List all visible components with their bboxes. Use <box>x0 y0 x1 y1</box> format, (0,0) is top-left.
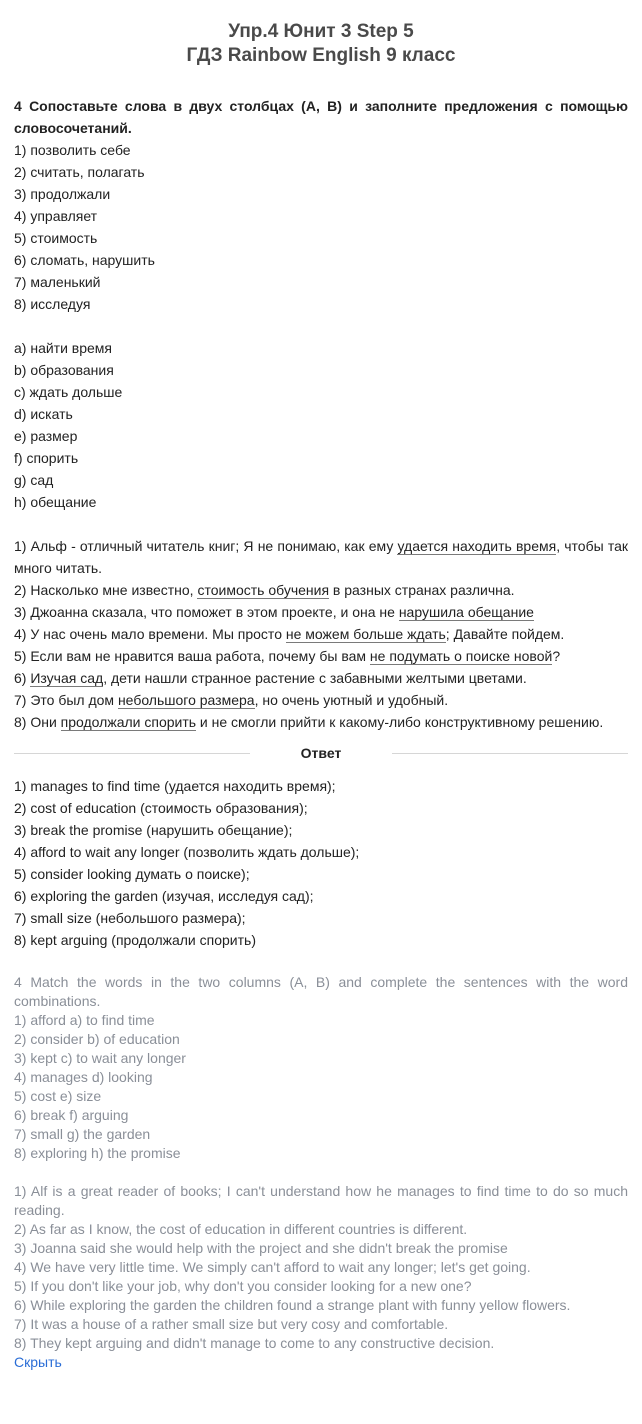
sentence <box>14 579 628 601</box>
answer-heading: Ответ <box>300 745 342 761</box>
sentence <box>14 601 628 623</box>
answer-item: 6) exploring the garden (изучая, исследуя сад); <box>14 888 314 904</box>
column-b-list <box>14 337 628 513</box>
english-pair: 8) exploring h) the promise <box>14 1145 181 1161</box>
column-b-item: c) ждать дольше <box>14 384 123 400</box>
column-b-item: b) образования <box>14 362 114 378</box>
english-sentence: 6) While exploring the garden the children found a strange plant with funny yellow flowers. <box>14 1297 571 1313</box>
answer-item: 2) cost of education (стоимость образования); <box>14 800 308 816</box>
column-a-item: 7) маленький <box>14 274 101 290</box>
answer-item: 7) small size (небольшого размера); <box>14 910 246 926</box>
sentence-text: ? <box>552 648 561 664</box>
answer-item: 1) manages to find time (удается находить время); <box>14 778 336 794</box>
english-sentence: 4) We have very little time. We simply can't afford to wait any longer; let's get going. <box>14 1259 531 1275</box>
underlined-phrase: небольшого размера <box>117 692 255 708</box>
underlined-phrase: удается находить время <box>397 538 557 554</box>
column-a-item: 5) стоимость <box>14 230 98 246</box>
english-sentence: 3) Joanna said she would help with the project and she didn't break the promise <box>14 1240 508 1256</box>
answer-item: 5) consider looking думать о поиске); <box>14 866 250 882</box>
column-a-list <box>14 139 628 315</box>
english-pair: 7) small g) the garden <box>14 1126 151 1142</box>
underlined-phrase: не можем больше ждать <box>285 626 446 642</box>
sentence-text: 1) Альф - отличный читатель книг; Я не понимаю, как ему <box>14 538 398 554</box>
english-sentence: 8) They kept arguing and didn't manage to come to any constructive decision. <box>14 1335 495 1351</box>
sentence-text: и не смогли прийти к какому-либо конструктивному решению. <box>196 714 604 730</box>
column-b-item: a) найти время <box>14 340 113 356</box>
english-pair: 6) break f) arguing <box>14 1107 129 1123</box>
task-instruction: 4 Сопоставьте слова в двух столбцах (A, B) и заполните предложения с помощью словосочетаний. <box>14 98 628 136</box>
column-b-item: h) обещание <box>14 494 97 510</box>
sentence-text: 7) Это был дом <box>14 692 118 708</box>
sentence <box>14 645 628 667</box>
underlined-phrase: не подумать о поиске новой <box>369 648 553 664</box>
underlined-phrase: нарушила обещание <box>398 604 534 620</box>
sentence-text: , но очень уютный и удобный. <box>254 692 449 708</box>
column-a-item: 1) позволить себе <box>14 142 131 158</box>
answer-item: 3) break the promise (нарушить обещание); <box>14 822 293 838</box>
english-pair: 1) afford a) to find time <box>14 1012 155 1028</box>
english-task: 4 Match the words in the two columns (A, B) and complete the sentences with the word combinations. <box>14 974 628 1009</box>
answer-item: 4) afford to wait any longer (позволить ждать дольше); <box>14 844 360 860</box>
english-pair: 2) consider b) of education <box>14 1031 180 1047</box>
column-b-item: d) искать <box>14 406 73 422</box>
sentence-text: 3) Джоанна сказала, что поможет в этом проекте, и она не <box>14 604 399 620</box>
column-b-item: e) размер <box>14 428 78 444</box>
sentence-text: 4) У нас очень мало времени. Мы просто <box>14 626 286 642</box>
underlined-phrase: стоимость обучения <box>197 582 330 598</box>
underlined-phrase: Изучая сад <box>30 670 104 686</box>
sentence-text: 8) Они <box>14 714 61 730</box>
english-pair: 5) cost e) size <box>14 1088 102 1104</box>
answer-divider <box>14 742 628 764</box>
english-pair: 3) kept c) to wait any longer <box>14 1050 186 1066</box>
sentence-text: , чтобы так много читать. <box>14 538 628 576</box>
sentence-text: , дети нашли странное растение с забавными желтыми цветами. <box>103 670 527 686</box>
answer-list <box>14 775 628 951</box>
answer-item: 8) kept arguing (продолжали спорить) <box>14 932 256 948</box>
sentence-list <box>14 535 628 733</box>
hide-link[interactable]: Скрыть <box>14 1354 62 1370</box>
sentence <box>14 689 628 711</box>
sentence <box>14 623 628 645</box>
column-a-item: 3) продолжали <box>14 186 111 202</box>
english-sentence: 7) It was a house of a rather small size but very cosy and comfortable. <box>14 1316 449 1332</box>
english-translation <box>14 973 628 1353</box>
sentence-text: в разных странах различна. <box>329 582 515 598</box>
sentence-text: ; Давайте пойдем. <box>445 626 565 642</box>
sentence <box>14 667 628 689</box>
column-a-item: 4) управляет <box>14 208 98 224</box>
column-a-item: 6) сломать, нарушить <box>14 252 155 268</box>
column-b-item: g) сад <box>14 472 54 488</box>
sentence-text: 5) Если вам не нравится ваша работа, почему бы вам <box>14 648 370 664</box>
column-a-item: 8) исследуя <box>14 296 91 312</box>
sentence-text: 2) Насколько мне известно, <box>14 582 198 598</box>
underlined-phrase: продолжали спорить <box>60 714 197 730</box>
english-sentence: 1) Alf is a great reader of books; I can't understand how he manages to find time to do so much reading. <box>14 1183 628 1218</box>
column-b-item: f) спорить <box>14 450 79 466</box>
page-title-line2: ГДЗ Rainbow English 9 класс <box>186 45 456 66</box>
english-pair: 4) manages d) looking <box>14 1069 153 1085</box>
page-title <box>14 20 628 68</box>
column-a-item: 2) считать, полагать <box>14 164 145 180</box>
page-title-line1: Упр.4 Юнит 3 Step 5 <box>228 21 414 42</box>
english-sentence: 2) As far as I know, the cost of education in different countries is different. <box>14 1221 468 1237</box>
sentence-text: 6) <box>14 670 31 686</box>
english-sentence: 5) If you don't like your job, why don't you consider looking for a new one? <box>14 1278 472 1294</box>
sentence <box>14 535 628 579</box>
sentence <box>14 711 628 733</box>
